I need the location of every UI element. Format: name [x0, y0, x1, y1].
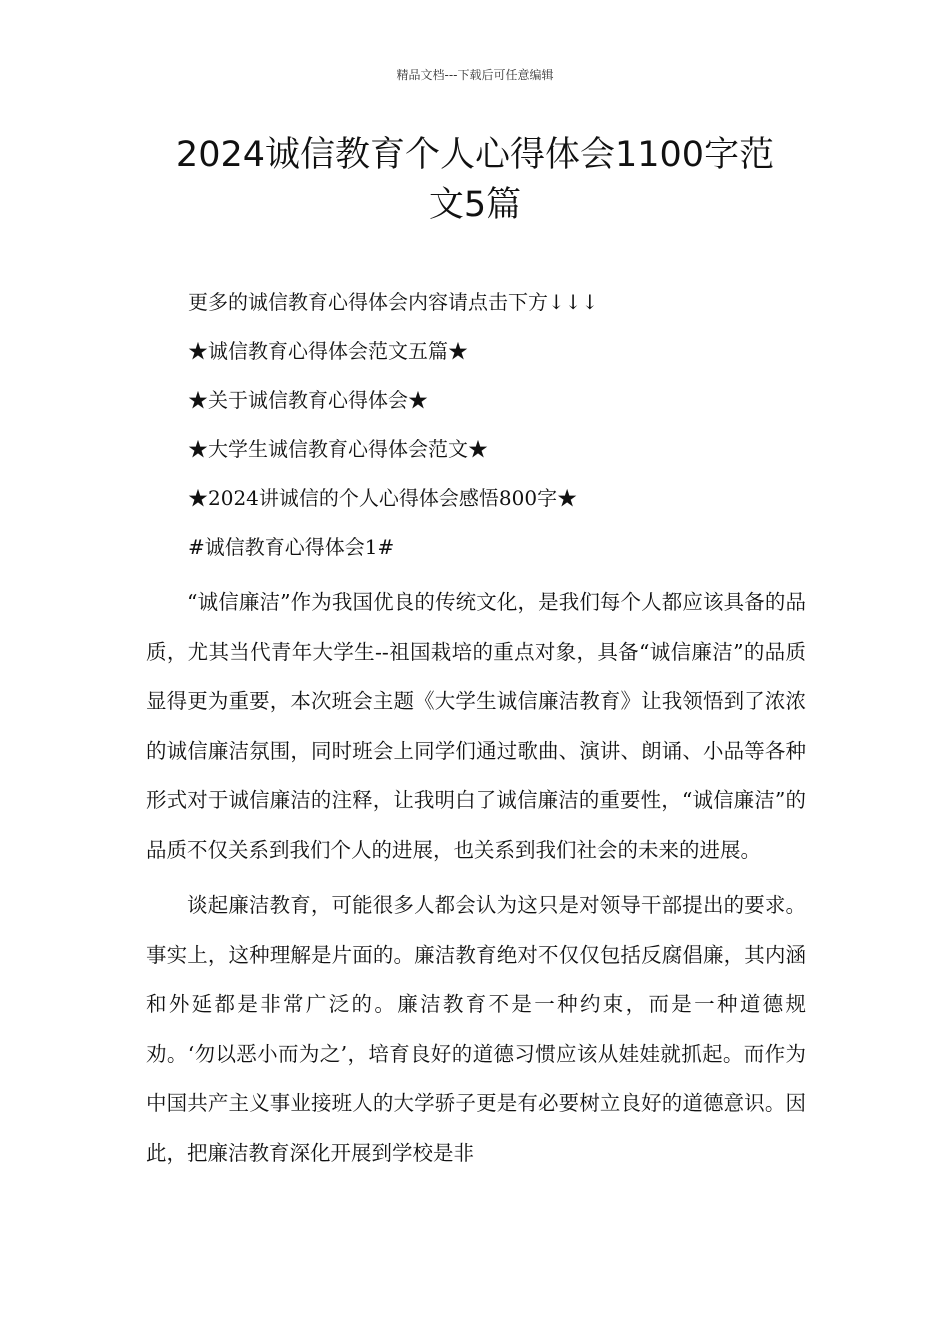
related-link-4[interactable]: ★2024讲诚信的个人心得体会感悟800字★ [188, 486, 578, 510]
section-heading: #诚信教育心得体会1# [188, 535, 395, 559]
title-line-2: 文5篇 [428, 185, 522, 225]
title-line-1: 2024诚信教育个人心得体会1100字范 [175, 135, 775, 175]
paragraph-1: “诚信廉洁”作为我国优良的传统文化，是我们每个人都应该具备的品质，尤其当代青年大学生--祖国栽培的重点对象，具备“诚信廉洁”的品质显得更为重要，本次班会主题《大学生诚信廉洁教育》让我领悟到了浓浓的诚信廉洁氛围，同时班会上同学们通过歌曲、演讲、朗诵、小品等各种形式对于诚信廉洁的注释，让我明白了诚信廉洁的重要性，“诚信廉洁”的品质不仅关系到我们个人的进展，也关系到我们社会的未来的进展。 [146, 590, 806, 862]
header-note: 精品文档---下载后可任意编辑 [396, 68, 554, 82]
body-text [146, 578, 806, 1184]
related-link-1[interactable]: ★诚信教育心得体会范文五篇★ [188, 339, 468, 363]
related-link-2[interactable]: ★关于诚信教育心得体会★ [188, 388, 428, 412]
related-link-3[interactable]: ★大学生诚信教育心得体会范文★ [188, 437, 488, 461]
document-title [145, 130, 805, 230]
paragraph-2: 谈起廉洁教育，可能很多人都会认为这只是对领导干部提出的要求。事实上，这种理解是片面的。廉洁教育绝对不仅仅包括反腐倡廉，其内涵和外延都是非常广泛的。廉洁教育不是一种约束，而是一种道德规劝。‘勿以恶小而为之’，培育良好的道德习惯应该从娃娃就抓起。而作为中国共产主义事业接班人的大学骄子更是有必要树立良好的道德意识。因此，把廉洁教育深化开展到学校是非 [146, 893, 806, 1165]
related-links-list [188, 282, 828, 576]
intro-line: 更多的诚信教育心得体会内容请点击下方↓↓↓ [188, 290, 599, 314]
